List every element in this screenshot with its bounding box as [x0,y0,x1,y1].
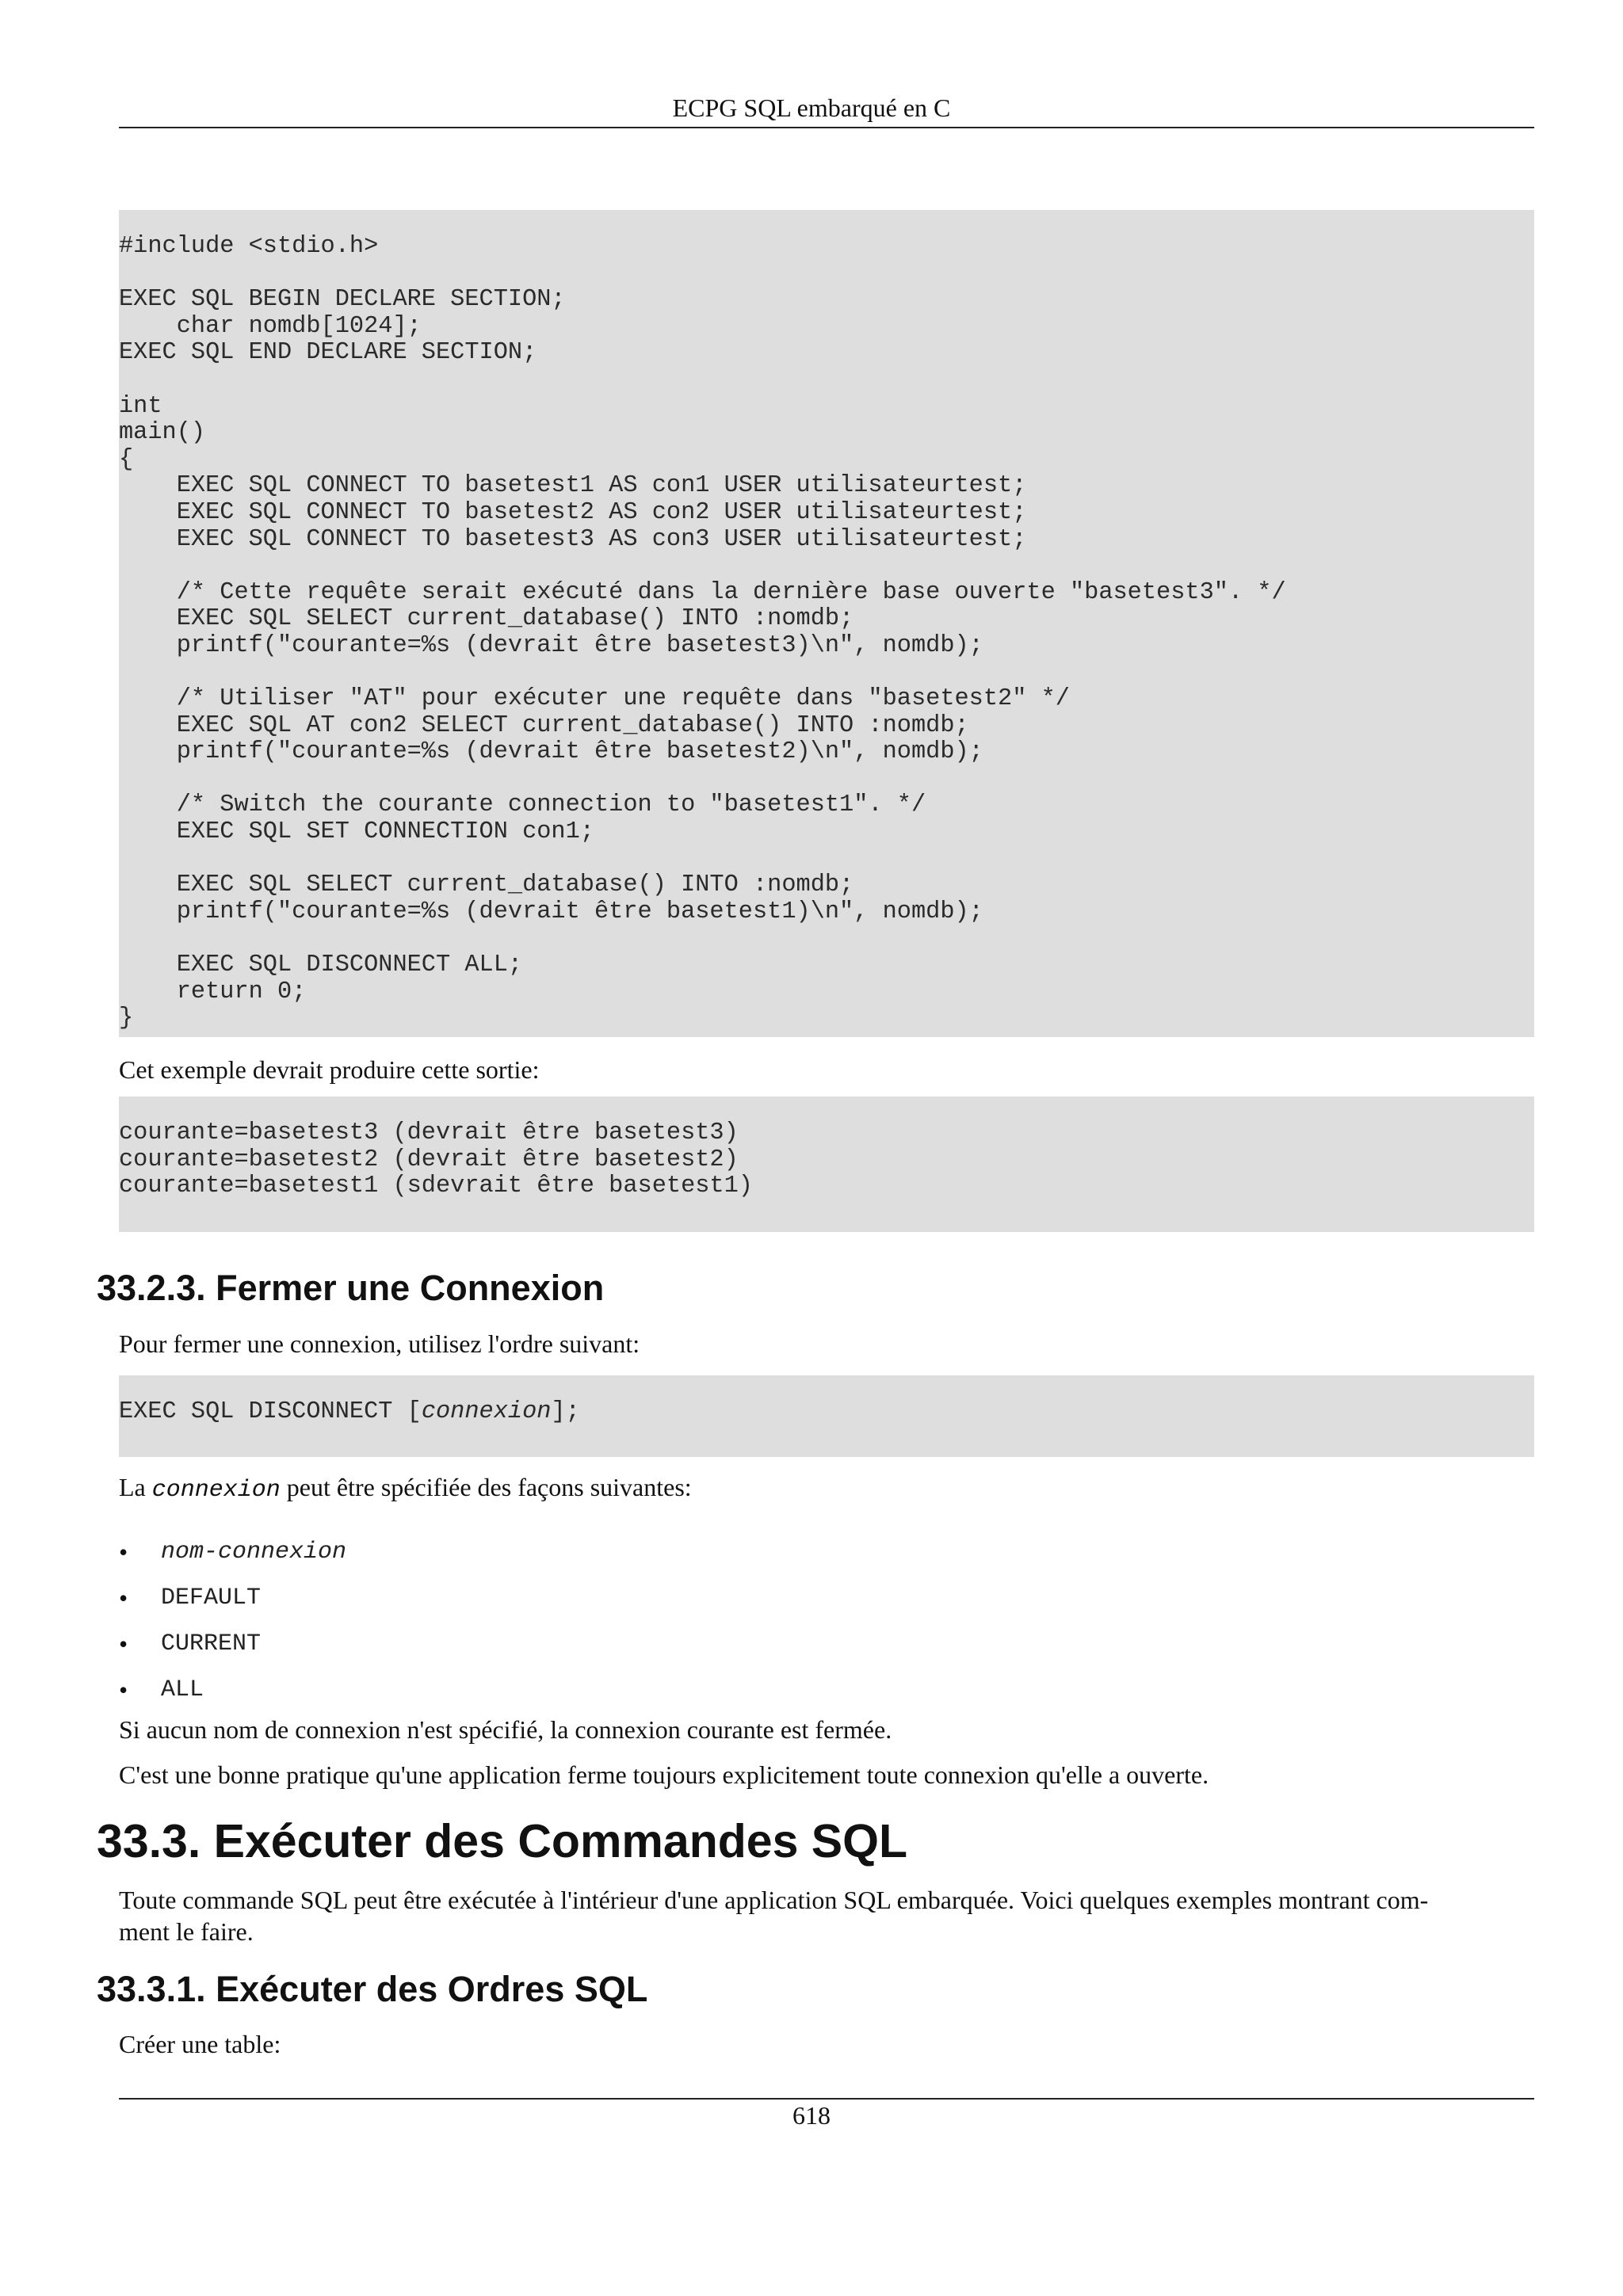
bullet-icon: • [119,1675,128,1704]
code-output-text: courante=basetest3 (devrait être basetest3) courante=basetest2 (devrait être basetest2) courante=basetest1 (sdevrait être basetest1) [119,1119,753,1200]
execute-intro-line2: ment le faire. [119,1917,254,1946]
code-example-text: #include <stdio.h> EXEC SQL BEGIN DECLARE SECTION; char nomdb[1024]; EXEC SQL END DECLARE SECTION; int main() { EXEC SQL CONNECT TO basetest1 AS con1 USER utilisateurtest; EXEC SQL CONNECT TO basetest2 AS con2 USER utilisateurtest; EXEC SQL CONNECT TO basetest3 AS con3 USER utilisateurtest; /* Cette requête serait exécuté dans la dernière base ouverte "basetest3". */ EXEC SQL SELECT current_database() INTO :nomdb; printf("courante=%s (devrait être basetest3)\n", nomdb); /* Utiliser "AT" pour exécuter une requête dans "basetest2" */ EXEC SQL AT con2 SELECT current_database() INTO :nomdb; printf("courante=%s (devrait être basetest2)\n", nomdb); /* Switch the courante connection to "basetest1". */ EXEC SQL SET CONNECTION con1; EXEC SQL SELECT current_database() INTO :nomdb; printf("courante=%s (devrait être basetest1)\n", nomdb); EXEC SQL DISCONNECT ALL; return 0; } [119,233,1286,1032]
create-table-intro: Créer une table: [119,2030,281,2058]
option-label: ALL [161,1676,204,1703]
heading-execute-orders: 33.3.1. Exécuter des Ordres SQL [97,1969,648,2009]
code-example-output [119,1097,1534,1232]
heading-execute-commands: 33.3. Exécuter des Commandes SQL [97,1815,908,1867]
spec-post: peut être spécifiée des façons suivantes: [280,1473,692,1501]
connection-options-list [119,1529,346,1713]
output-intro: Cet exemple devrait produire cette sortie: [119,1055,540,1084]
code-disconnect-syntax [119,1375,1534,1457]
spec-pre: La [119,1473,152,1501]
code-disconnect-text [119,1399,1534,1426]
execute-intro-line1: Toute commande SQL peut être exécutée à l'intérieur d'une application SQL embarquée. Voici quelques exemples montrant com- [119,1886,1429,1914]
spec-param: connexion [151,1477,281,1504]
footer-rule [119,2098,1534,2100]
connection-spec-intro [119,1471,1534,1506]
code-example-connections [119,210,1534,1037]
option-label: nom-connexion [161,1539,347,1566]
bullet-icon: • [119,1537,128,1566]
list-item [119,1529,346,1575]
code-disconnect-prefix: EXEC SQL DISCONNECT [ [119,1398,422,1425]
bullet-icon: • [119,1629,128,1658]
heading-close-connection: 33.2.3. Fermer une Connexion [97,1268,605,1308]
list-item [119,1667,346,1713]
list-item [119,1575,346,1621]
bullet-icon: • [119,1583,128,1612]
option-label: DEFAULT [161,1585,262,1611]
close-intro: Pour fermer une connexion, utilisez l'ordre suivant: [119,1329,640,1358]
option-label: CURRENT [161,1630,262,1657]
execute-intro [119,1884,1534,1947]
running-header: ECPG SQL embarqué en C [672,93,951,122]
header-rule [119,127,1534,128]
page-number: 618 [792,2101,831,2130]
list-item [119,1621,346,1667]
best-practice-paragraph: C'est une bonne pratique qu'une application ferme toujours explicitement toute connexion qu'elle a ouverte. [119,1760,1209,1789]
code-disconnect-param: connexion [421,1398,552,1425]
no-name-paragraph: Si aucun nom de connexion n'est spécifié, la connexion courante est fermée. [119,1715,892,1744]
code-disconnect-suffix: ]; [551,1398,580,1425]
